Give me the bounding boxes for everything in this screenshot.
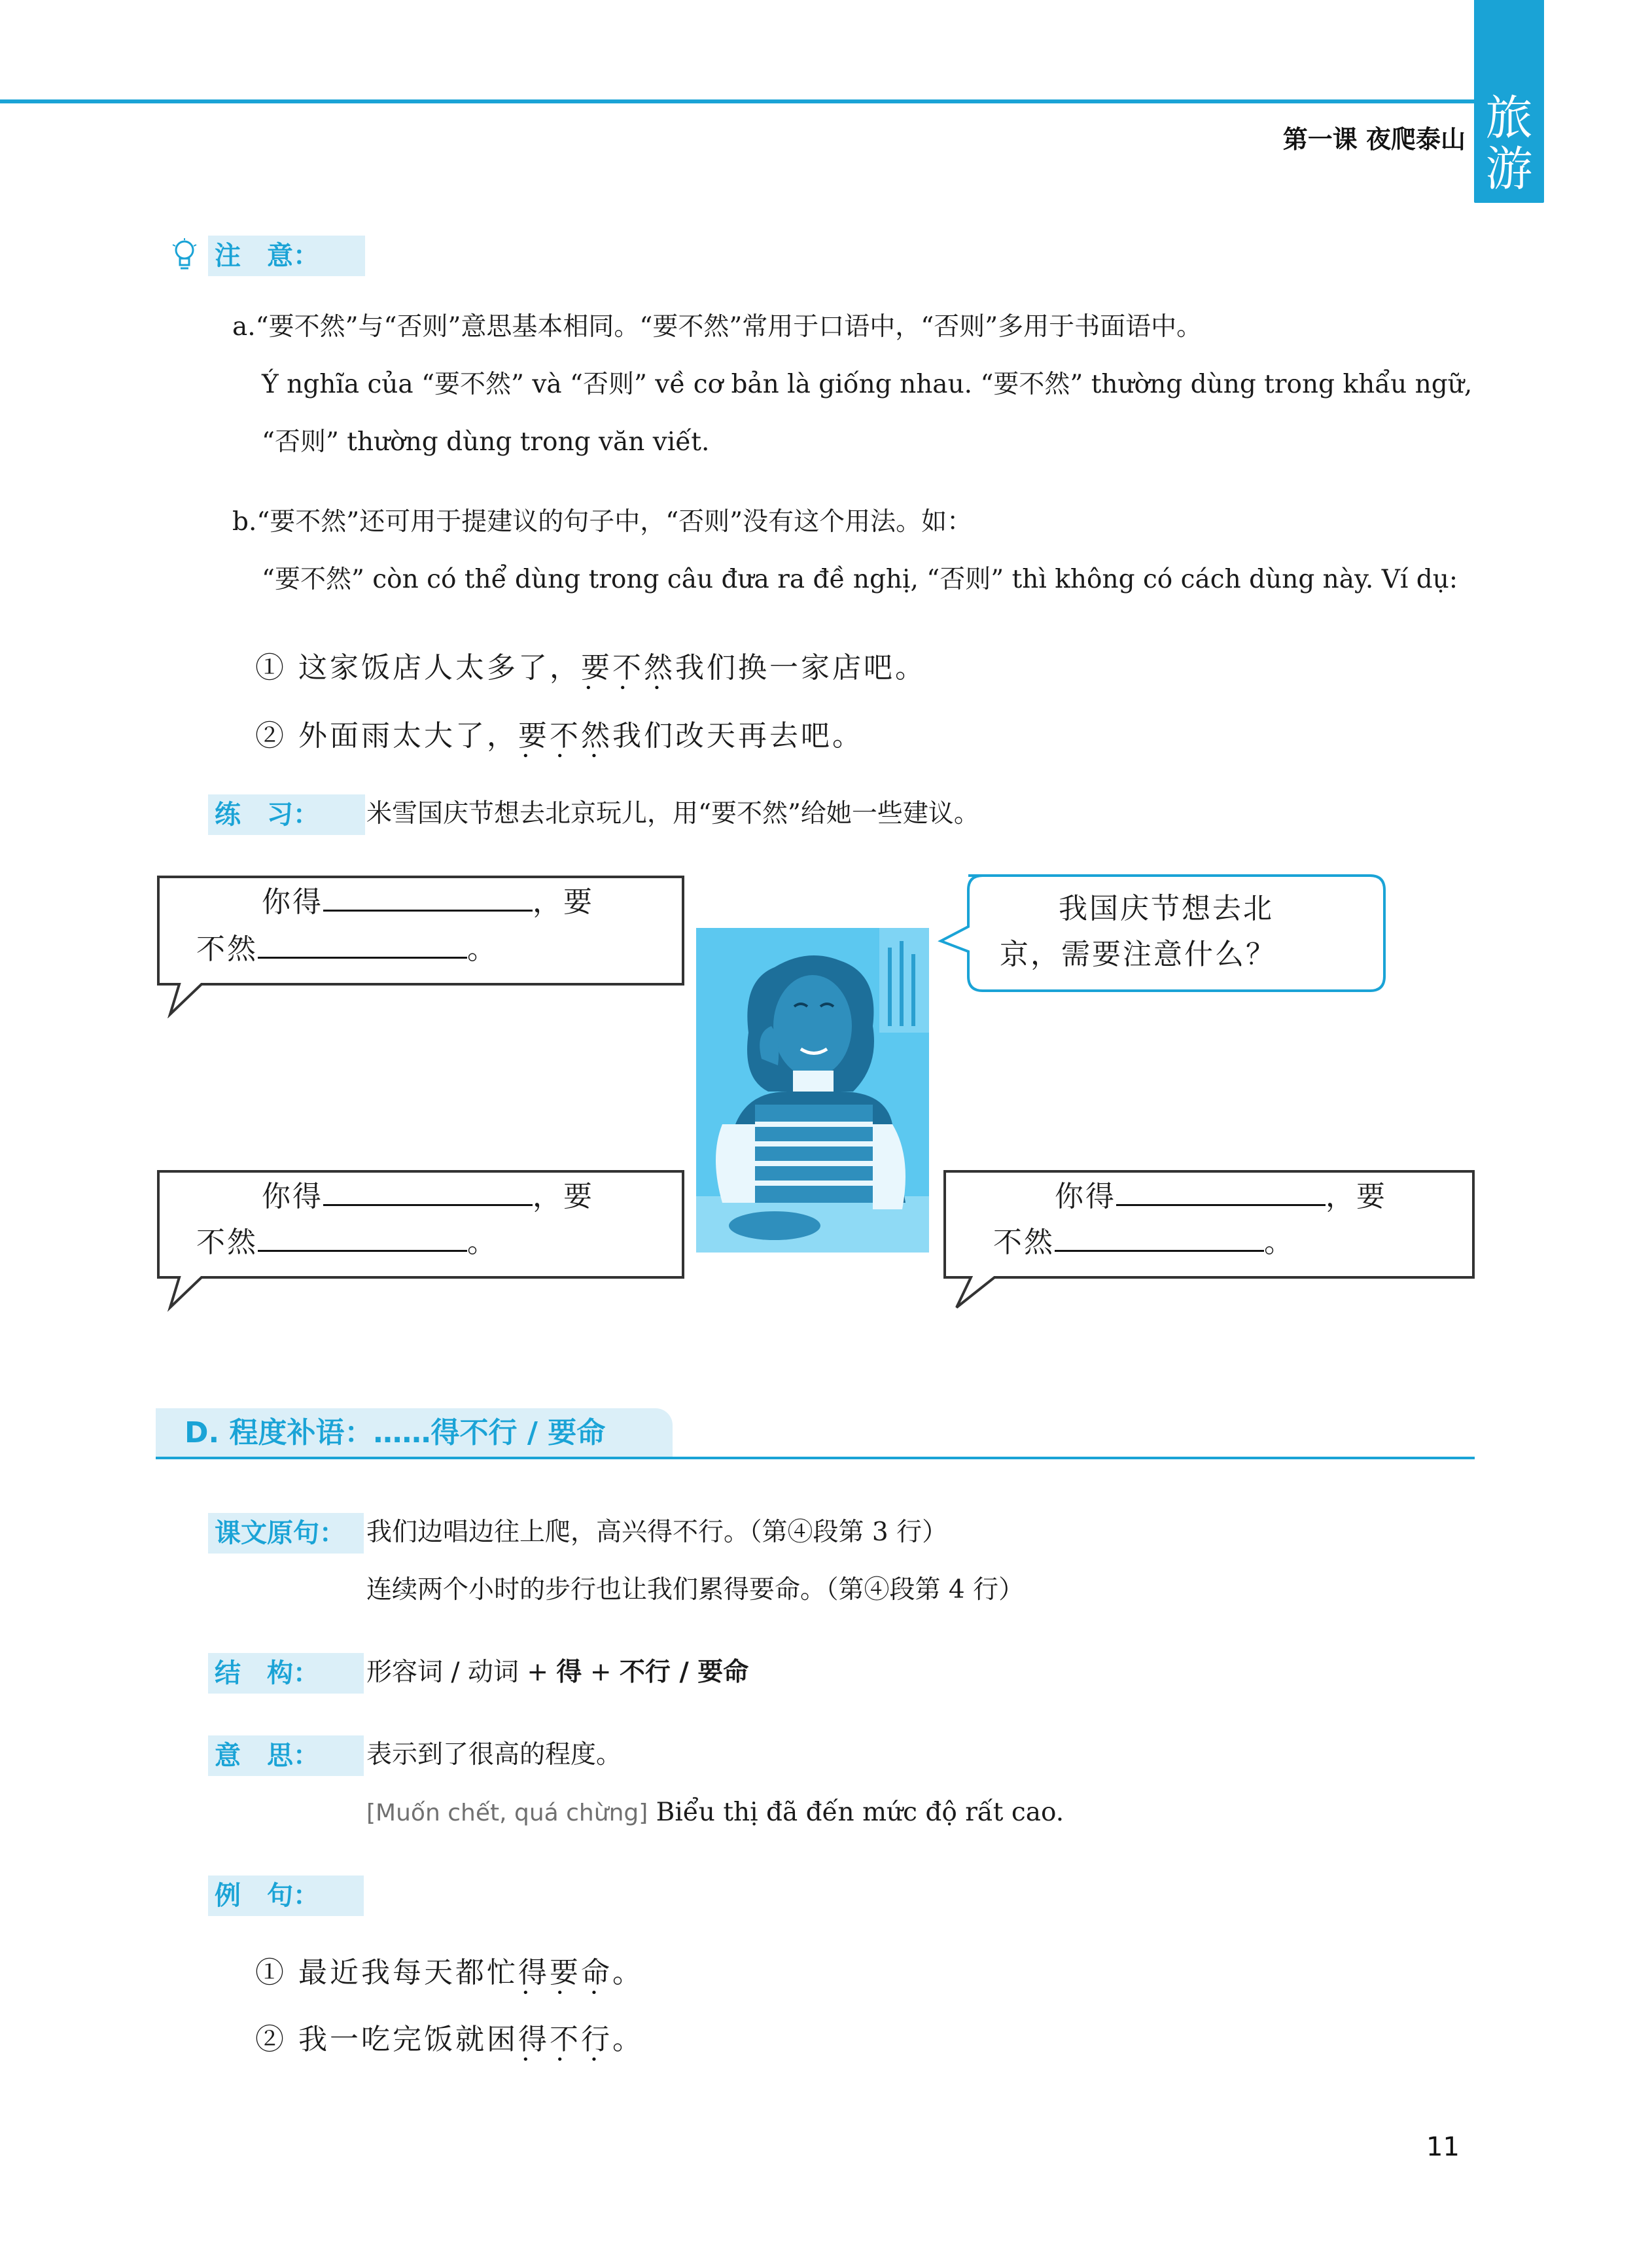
lightbulb-icon — [171, 238, 198, 272]
note-a-vietnamese-1: Ý nghĩa của “要不然” và “否则” về cơ bản là giống nhau. “要不然” thường dùng trong khẩu ngữ, — [262, 370, 1473, 399]
practice-instruction: 米雪国庆节想去北京玩儿，用“要不然”给她一些建议。 — [366, 799, 979, 828]
answer-bubble-bottom-right-line1 — [1055, 1175, 1387, 1218]
section-d-title: D. 程度补语：……得不行 / 要命 — [185, 1416, 606, 1449]
question-bubble-line2: 京，需要注意什么？ — [1000, 938, 1276, 971]
example-text: 我们改天再去吧。 — [612, 719, 864, 753]
note-label: 注 意： — [208, 236, 365, 276]
question-bubble-line1: 我国庆节想去北 — [1059, 892, 1274, 925]
section-d-rule — [156, 1457, 1475, 1459]
answer-blank[interactable] — [258, 1224, 467, 1252]
example-text: 最近我每天都忙 — [298, 1956, 518, 1989]
side-tab-char-2: 游 — [1485, 141, 1533, 196]
bubble-text: 你得 — [262, 1180, 323, 1213]
structure-keyword: 不行 / 要命 — [619, 1658, 749, 1687]
bubble-text: 不然 — [196, 933, 258, 966]
note-a-chinese: a.“要不然”与“否则”意思基本相同。“要不然”常用于口语中，“否则”多用于书面语中。 — [232, 312, 1203, 342]
answer-bubble-top-left-line2 — [196, 928, 498, 971]
bubble-text: ，要 — [1326, 1180, 1387, 1213]
emphasis-text: 要不然 • • • — [581, 651, 675, 684]
meaning-translation-gloss: [Muốn chết, quá chừng] — [366, 1800, 648, 1826]
note-b-vietnamese: “要不然” còn có thể dùng trong câu đưa ra đề nghị, “否则” thì không có cách dùng này. Ví dụ: — [262, 565, 1458, 594]
source-sentence-1: 我们边唱边往上爬，高兴得不行。（第④段第 3 行） — [366, 1518, 948, 1547]
side-tab-char-1: 旅 — [1485, 90, 1533, 145]
emphasis-text: 得要命 • • • — [518, 1956, 612, 1989]
note-b-chinese: b.“要不然”还可用于提建议的句子中，“否则”没有这个用法。如： — [232, 507, 973, 537]
bubble-text: 不然 — [993, 1226, 1055, 1259]
example-label: 例 句： — [208, 1875, 364, 1916]
note-example-1 — [255, 644, 926, 686]
structure-part: + — [582, 1658, 620, 1687]
answer-blank[interactable] — [1116, 1178, 1326, 1206]
example-text: 我一吃完饭就困 — [298, 2023, 518, 2056]
bubble-text: 。 — [467, 1226, 498, 1259]
structure-part: 形容词 / 动词 + — [366, 1658, 557, 1687]
answer-bubble-bottom-right-line2 — [993, 1221, 1295, 1264]
example-text: 我们换一家店吧。 — [675, 651, 926, 684]
structure-label: 结 构： — [208, 1653, 364, 1694]
meaning-chinese: 表示到了很高的程度。 — [366, 1740, 622, 1769]
answer-blank[interactable] — [1055, 1224, 1264, 1252]
example-number: ② — [255, 2023, 287, 2056]
source-sentence-label: 课文原句： — [208, 1513, 364, 1554]
emphasis-text: 要不然 • • • — [518, 719, 612, 753]
bubble-text: ，要 — [533, 1180, 594, 1213]
bubble-text: 。 — [1264, 1226, 1295, 1259]
example-text: 外面雨太大了， — [298, 719, 518, 753]
structure-keyword: 得 — [556, 1658, 582, 1687]
side-tab — [1474, 0, 1544, 203]
answer-bubble-bottom-left-line1 — [262, 1175, 594, 1218]
answer-bubble-top-left-line1 — [262, 881, 594, 924]
page-number: 11 — [1426, 2132, 1460, 2162]
example-number: ① — [255, 651, 287, 684]
answer-bubble-bottom-left-line2 — [196, 1221, 498, 1264]
note-a-vietnamese-2: “否则” thường dùng trong văn viết. — [262, 427, 710, 457]
answer-blank[interactable] — [323, 883, 533, 912]
source-sentence-2: 连续两个小时的步行也让我们累得要命。（第④段第 4 行） — [366, 1575, 1025, 1605]
bubble-text: 你得 — [1055, 1180, 1116, 1213]
answer-blank[interactable] — [258, 931, 467, 959]
bubble-text: 。 — [467, 933, 498, 966]
example-text: 。 — [612, 2023, 644, 2056]
bubble-text: ，要 — [533, 885, 594, 919]
note-example-2 — [255, 712, 864, 754]
example-text: 这家饭店人太多了， — [298, 651, 581, 684]
meaning-translation: Biểu thị đã đến mức độ rất cao. — [648, 1798, 1064, 1827]
meaning-vietnamese — [366, 1796, 1064, 1830]
emphasis-text: 得不行 • • • — [518, 2023, 612, 2056]
bubble-text: 不然 — [196, 1226, 258, 1259]
bubble-text: 你得 — [262, 885, 323, 919]
lesson-title: 第一课 夜爬泰山 — [1282, 125, 1466, 154]
structure-text — [366, 1656, 748, 1690]
practice-label: 练 习： — [208, 794, 365, 835]
header-rule — [0, 99, 1511, 103]
section-d-example-2 — [255, 2016, 644, 2057]
answer-blank[interactable] — [323, 1178, 533, 1206]
woman-on-phone-illustration — [696, 928, 929, 1253]
section-d-example-1 — [255, 1949, 644, 1991]
example-text: 。 — [612, 1956, 644, 1989]
meaning-label: 意 思： — [208, 1735, 364, 1776]
example-number: ② — [255, 719, 287, 753]
example-number: ① — [255, 1956, 287, 1989]
